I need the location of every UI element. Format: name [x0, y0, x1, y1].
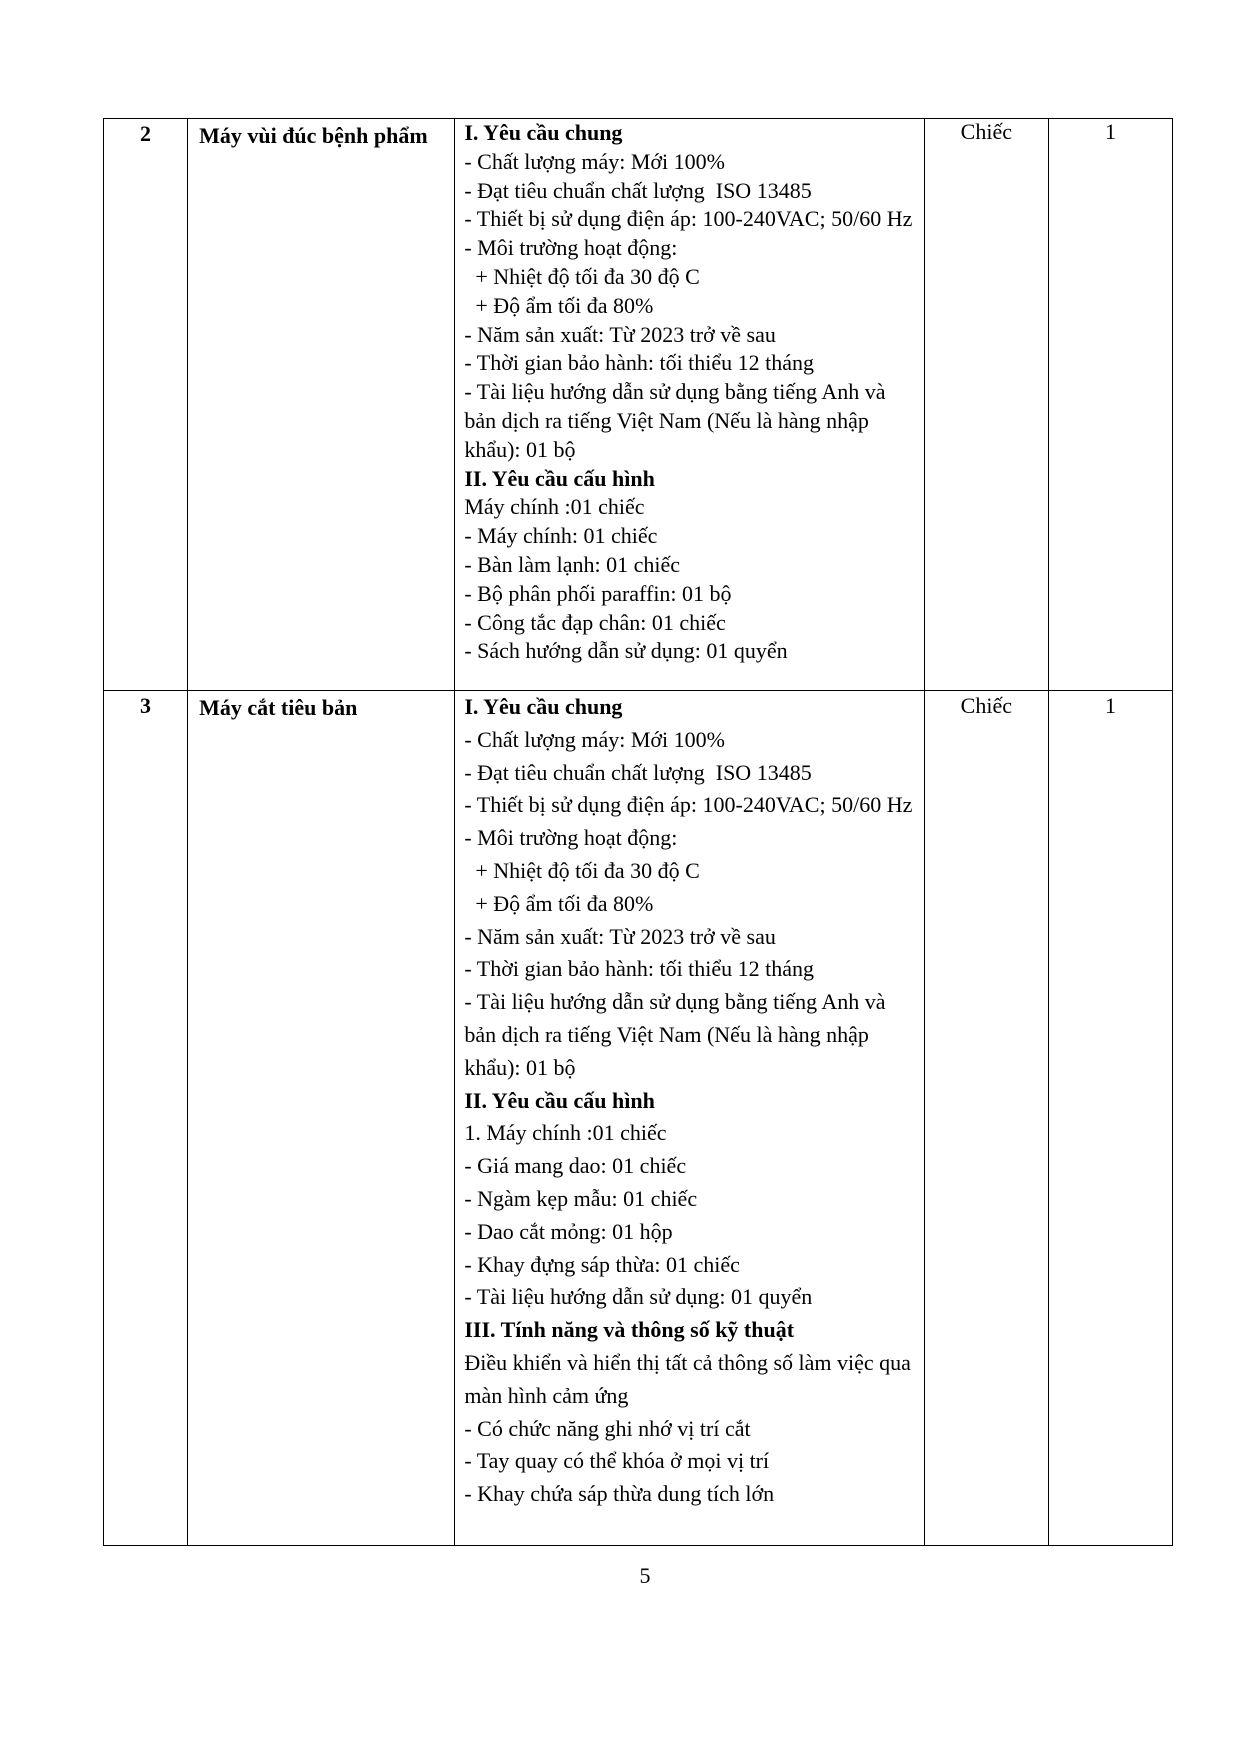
- spec-section-heading: I. Yêu cầu chung: [464, 120, 623, 145]
- equipment-name: Máy cắt tiêu bản: [188, 691, 455, 1546]
- spec-line: - Tài liệu hướng dẫn sử dụng bằng tiếng Anh và bản dịch ra tiếng Việt Nam (Nếu là hàng nhập khẩu): 01 bộ: [464, 379, 886, 462]
- spec-line: - Khay chứa sáp thừa dung tích lớn: [464, 1481, 775, 1507]
- spec-line: - Năm sản xuất: Từ 2023 trở về sau: [464, 321, 776, 347]
- spec-line: + Nhiệt độ tối đa 30 độ C: [464, 857, 700, 883]
- spec-line: - Khay đựng sáp thừa: 01 chiếc: [464, 1251, 740, 1277]
- table-row: [104, 119, 1173, 691]
- technical-requirements: [455, 119, 924, 691]
- spec-line: - Giá mang dao: 01 chiếc: [464, 1153, 687, 1179]
- page-number: 5: [639, 1563, 651, 1588]
- spec-line: - Ngàm kẹp mẫu: 01 chiếc: [464, 1185, 698, 1211]
- spec-line: + Độ ẩm tối đa 80%: [464, 890, 654, 916]
- spec-line: Điều khiển và hiển thị tất cả thông số làm việc qua màn hình cảm ứng: [464, 1349, 911, 1408]
- spec-line: - Có chức năng ghi nhớ vị trí cắt: [464, 1415, 751, 1441]
- unit-cell: [924, 691, 1048, 1546]
- spec-line: - Thời gian bảo hành: tối thiểu 12 tháng: [464, 350, 815, 376]
- quantity-cell: [1048, 119, 1172, 691]
- spec-line: - Thiết bị sử dụng điện áp: 100-240VAC; 50/60 Hz: [464, 206, 913, 232]
- spec-section-heading: I. Yêu cầu chung: [464, 694, 623, 719]
- spec-line: Máy chính :01 chiếc: [464, 494, 645, 520]
- spec-line: + Độ ẩm tối đa 80%: [464, 292, 654, 318]
- quantity-value: 1: [1104, 119, 1116, 144]
- row-number: 3: [104, 691, 188, 1546]
- spec-line: - Môi trường hoạt động:: [464, 235, 678, 261]
- equipment-spec-table: [103, 118, 1173, 1546]
- unit-label: Chiếc: [960, 119, 1012, 144]
- spec-section-heading: III. Tính năng và thông số kỹ thuật: [464, 1317, 795, 1343]
- spec-line: - Năm sản xuất: Từ 2023 trở về sau: [464, 923, 776, 949]
- spec-line: - Chất lượng máy: Mới 100%: [464, 726, 725, 752]
- spec-line: - Bàn làm lạnh: 01 chiếc: [464, 551, 680, 577]
- spec-line: - Bộ phân phối paraffin: 01 bộ: [464, 580, 732, 606]
- quantity-value: 1: [1104, 693, 1116, 718]
- spec-line: - Chất lượng máy: Mới 100%: [464, 148, 725, 174]
- unit-cell: [924, 119, 1048, 691]
- spec-line: 1. Máy chính :01 chiếc: [464, 1120, 667, 1146]
- spec-line: + Nhiệt độ tối đa 30 độ C: [464, 263, 700, 289]
- spec-line: - Tài liệu hướng dẫn sử dụng bằng tiếng Anh và bản dịch ra tiếng Việt Nam (Nếu là hàng nhập khẩu): 01 bộ: [464, 989, 886, 1080]
- spec-section-heading: II. Yêu cầu cấu hình: [464, 465, 655, 491]
- spec-line: - Thiết bị sử dụng điện áp: 100-240VAC; 50/60 Hz: [464, 792, 913, 818]
- spec-line: - Tài liệu hướng dẫn sử dụng: 01 quyển: [464, 1284, 813, 1310]
- spec-line: - Sách hướng dẫn sử dụng: 01 quyển: [464, 638, 788, 664]
- spec-line: - Công tắc đạp chân: 01 chiếc: [464, 609, 726, 635]
- table-row: [104, 691, 1173, 1546]
- spec-line: - Đạt tiêu chuẩn chất lượng ISO 13485: [464, 759, 812, 785]
- technical-requirements: [455, 691, 924, 1546]
- spec-line: - Thời gian bảo hành: tối thiểu 12 tháng: [464, 956, 815, 982]
- spec-section-heading: II. Yêu cầu cấu hình: [464, 1087, 655, 1113]
- spec-line: - Môi trường hoạt động:: [464, 825, 678, 851]
- spec-line: - Đạt tiêu chuẩn chất lượng ISO 13485: [464, 177, 812, 203]
- unit-label: Chiếc: [960, 693, 1012, 718]
- row-number: 2: [104, 119, 188, 691]
- spec-line: - Tay quay có thể khóa ở mọi vị trí: [464, 1448, 770, 1474]
- spec-line: - Dao cắt mỏng: 01 hộp: [464, 1218, 673, 1244]
- quantity-cell: [1048, 691, 1172, 1546]
- spec-line: - Máy chính: 01 chiếc: [464, 523, 658, 549]
- equipment-name: Máy vùi đúc bệnh phẩm: [188, 119, 455, 691]
